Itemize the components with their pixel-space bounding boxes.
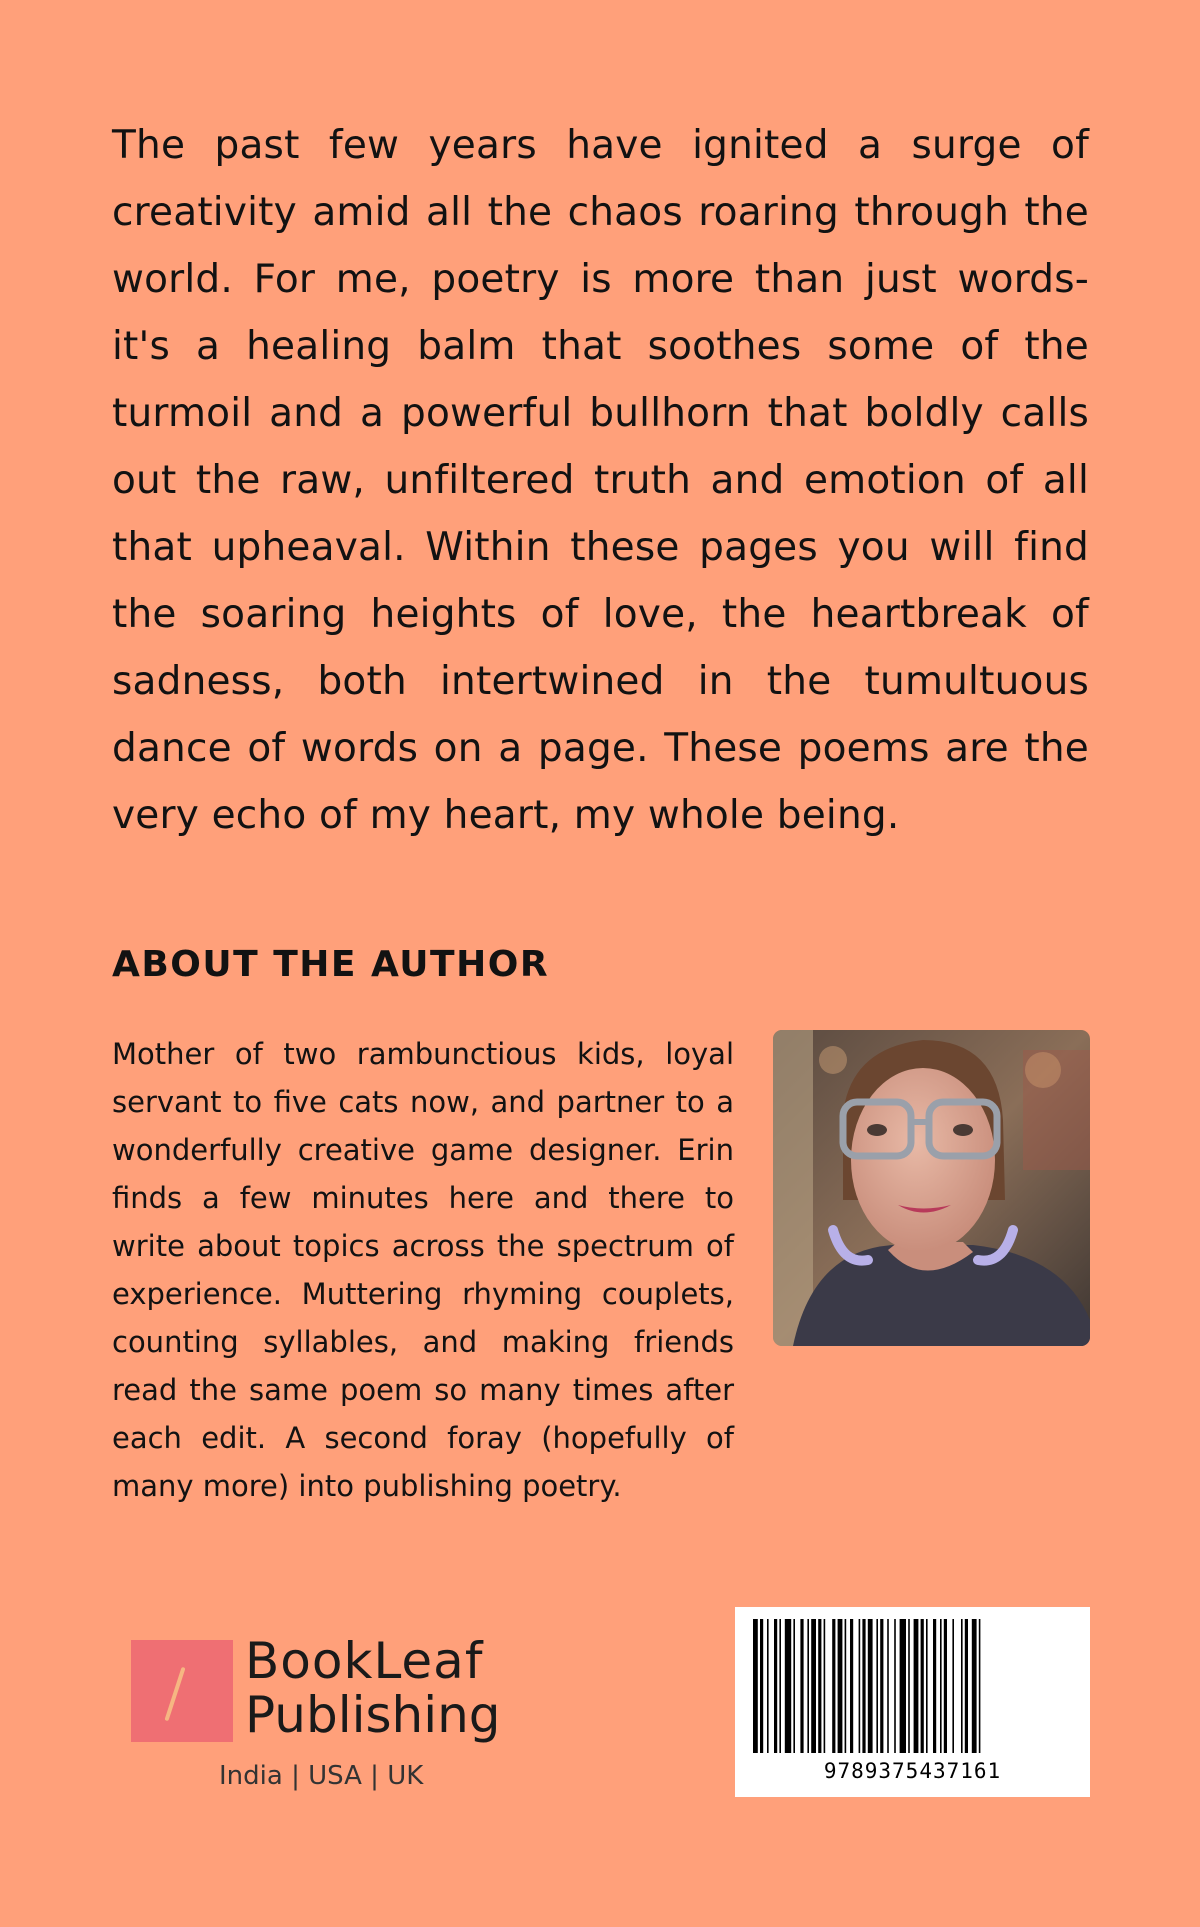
logo-mark — [131, 1640, 233, 1742]
barcode-bar — [793, 1619, 795, 1753]
publisher-name-line1: BookLeaf — [245, 1632, 484, 1690]
barcode-bar — [914, 1619, 919, 1753]
barcode-bar — [868, 1619, 873, 1753]
barcode-bar — [972, 1619, 977, 1753]
barcode-bar — [845, 1619, 847, 1753]
barcode-bar — [832, 1619, 835, 1753]
barcode-bar — [887, 1619, 889, 1753]
barcode-bar — [908, 1619, 910, 1753]
logo-slash-icon — [164, 1667, 185, 1721]
barcode-bar — [979, 1619, 981, 1753]
barcode-bar — [838, 1619, 843, 1753]
barcode-bar — [779, 1619, 781, 1753]
barcode-bar — [862, 1619, 865, 1753]
barcode-bar — [760, 1619, 763, 1753]
isbn-barcode — [735, 1607, 1090, 1797]
barcode-bar — [774, 1619, 777, 1753]
barcode-bar — [944, 1619, 947, 1753]
barcode-bar — [850, 1619, 853, 1753]
barcode-bar — [800, 1619, 803, 1753]
barcode-bar — [900, 1619, 906, 1753]
back-cover-blurb: The past few years have ignited a surge of creativity amid all the chaos roaring through the world. For me, poetry is more than just words- it's a healing balm that soothes some of the turmoil and a powerful bullhorn that boldly calls out the raw, unfiltered truth and emotion of all that upheaval. Within these pages you will find the soaring heights of love, the heartbreak of sadness, both intertwined in the tumultuous dance of words on a page. These poems are the very echo of my heart, my whole being. — [112, 123, 1089, 838]
author-photo — [773, 1030, 1090, 1346]
barcode-bar — [894, 1619, 896, 1753]
barcode-bar — [811, 1619, 816, 1753]
barcode-bar — [961, 1619, 963, 1753]
isbn-number: 9789375437161 — [823, 1759, 1002, 1783]
barcode-bar — [940, 1619, 942, 1753]
barcode-bar — [807, 1619, 809, 1753]
barcode-bar — [824, 1619, 826, 1753]
barcode-bars — [747, 1619, 1078, 1757]
barcode-bar — [753, 1619, 758, 1753]
barcode-bar — [880, 1619, 883, 1753]
publisher-regions: India | USA | UK — [219, 1761, 424, 1791]
barcode-bar — [767, 1619, 769, 1753]
barcode-bar — [952, 1619, 954, 1753]
barcode-bar — [965, 1619, 968, 1753]
about-author-heading: ABOUT THE AUTHOR — [112, 944, 550, 985]
barcode-bar — [876, 1619, 878, 1753]
author-bio: Mother of two rambunctious kids, loyal servant to five cats now, and partner to a wonderfully creative game designer. Erin finds a few minutes here and there to write about topics across the spectrum of experience. Muttering rhyming couplets, counting syllables, and making friends read the same poem so many times after each edit. A second foray (hopefully of many more) into publishing poetry. — [112, 1037, 734, 1503]
barcode-bar — [933, 1619, 936, 1753]
barcode-bar — [859, 1619, 861, 1753]
barcode-bar — [785, 1619, 791, 1753]
barcode-bar — [926, 1619, 928, 1753]
publisher-name-line2: Publishing — [245, 1686, 501, 1744]
barcode-bar — [921, 1619, 924, 1753]
barcode-bar — [818, 1619, 821, 1753]
